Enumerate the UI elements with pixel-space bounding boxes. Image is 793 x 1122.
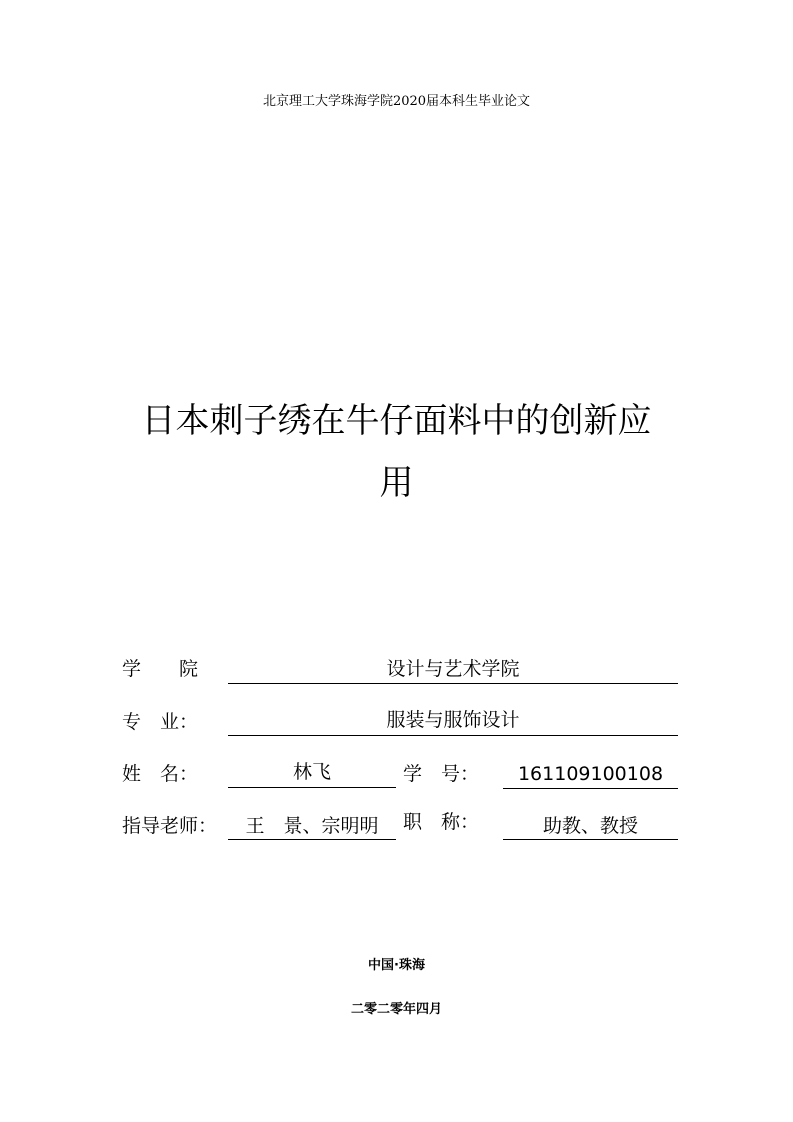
major-value: 服装与服饰设计: [386, 709, 520, 731]
major-underline: [228, 735, 678, 736]
rank-label: 职 称：: [403, 811, 480, 833]
thesis-title: [0, 390, 793, 514]
major-label: 专 业：: [122, 711, 199, 733]
advisor-label: 指导老师：: [122, 815, 218, 837]
rank-value: 助教、教授: [542, 815, 638, 837]
advisor-value: 王 景、宗明明: [245, 815, 379, 837]
name-underline: [228, 787, 396, 788]
thesis-title-line-1: 日本刺子绣在牛仔面料中的创新应: [141, 401, 652, 441]
college-label: 学 院: [122, 658, 199, 680]
running-header: 北京理工大学珠海学院2020届本科生毕业论文: [262, 94, 531, 109]
name-label: 姓 名：: [122, 763, 199, 785]
college-value: 设计与艺术学院: [386, 658, 520, 680]
college-underline: [228, 683, 678, 684]
advisor-underline: [228, 839, 396, 840]
student-id-underline: [503, 788, 678, 789]
rank-underline: [503, 839, 678, 840]
thesis-title-line-2: 用: [379, 463, 414, 503]
student-id-label: 学 号：: [403, 763, 480, 785]
student-id-value: 161109100108: [517, 763, 664, 785]
footer-place: 中国·珠海: [368, 958, 425, 973]
footer-date: 二零二零年四月: [350, 1002, 442, 1017]
name-value: 林飞: [292, 761, 331, 783]
